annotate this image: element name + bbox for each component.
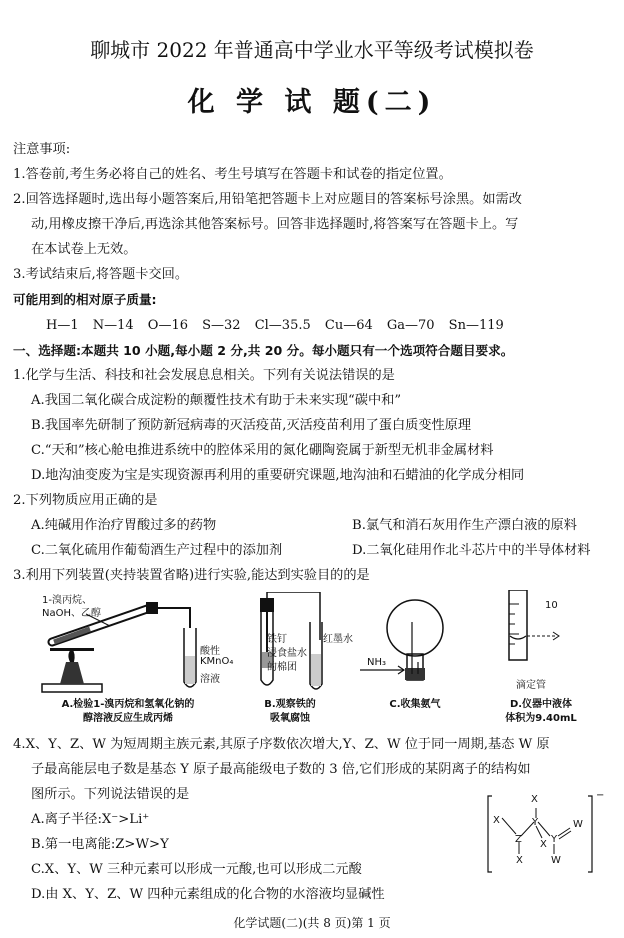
q4-stem: 子最高能层电子数是基态 Y 原子最高能级电子数的 3 倍,它们形成的某阴离子的结构如 [31, 762, 531, 777]
figure-b-label: 红墨水 [323, 634, 353, 645]
figure-d-burette [495, 590, 585, 670]
figure-a-caption-line: 醇溶液反应生成丙烯 [83, 713, 173, 724]
q2-option-a: A.纯碱用作治疗胃酸过多的药物 [31, 518, 217, 533]
figure-a-caption [38, 698, 218, 726]
figure-b-label: 的棉团 [267, 662, 297, 673]
q2-option-b: B.氯气和消石灰用作生产漂白液的原料 [352, 518, 577, 533]
figure-d-label: 10 [545, 600, 558, 611]
q4-option-b: B.第一电离能:Z>W>Y [31, 837, 169, 852]
page-footer: 化学试题(二)(共 8 页)第 1 页 [233, 916, 391, 930]
figure-c-label: NH₃ [367, 657, 387, 668]
atomic-mass-heading: 可能用到的相对原子质量: [13, 292, 157, 307]
figure-a-caption-line: A.检验1-溴丙烷和氢氧化钠的 [61, 699, 195, 710]
figure-b-label: 铁钉 [267, 634, 287, 645]
anion-structure-diagram [486, 792, 606, 880]
q2-option-c: C.二氧化硫用作葡萄酒生产过程中的添加剂 [31, 543, 283, 558]
q4-stem: 4.X、Y、Z、W 为短周期主族元素,其原子序数依次增大,Y、Z、W 位于同一周期,基态 W 原 [13, 737, 550, 752]
q1-option-d: D.地沟油变废为宝是实现资源再利用的重要研究课题,地沟油和石蜡油的化学成分相同 [31, 468, 525, 483]
notice-item: 3.考试结束后,将答题卡交回。 [13, 267, 189, 282]
figure-a-label: KMnO₄ [200, 656, 234, 667]
figure-d-caption-line: 体积为9.40mL [505, 713, 577, 724]
exam-title: 聊城市 2022 年普通高中学业水平等级考试模拟卷 [90, 38, 534, 62]
notice-heading: 注意事项: [13, 142, 71, 157]
atom-label: W [573, 819, 583, 830]
q1-stem: 1.化学与生活、科技和社会发展息息相关。下列有关说法错误的是 [13, 368, 395, 383]
atom-label: X [516, 855, 523, 866]
figure-b-label: 浸食盐水 [267, 648, 307, 659]
figure-d-label: 滴定管 [516, 680, 546, 691]
section1-heading: 一、选择题:本题共 10 小题,每小题 2 分,共 20 分。每小题只有一个选项符合题目要求。 [13, 343, 514, 358]
q1-option-b: B.我国率先研制了预防新冠病毒的灭活疫苗,灭活疫苗利用了蛋白质变性原理 [31, 418, 472, 433]
figure-a-label: 酸性 [200, 646, 220, 657]
figure-a-label: NaOH、乙醇 [42, 608, 101, 619]
q3-stem: 3.利用下列装置(夹持装置省略)进行实验,能达到实验目的的是 [13, 568, 370, 583]
figure-a-label: 溶液 [200, 674, 220, 685]
q1-option-a: A.我国二氧化碳合成淀粉的颠覆性技术有助于未来实现“碳中和” [31, 393, 402, 408]
figure-d-caption [476, 698, 606, 726]
q4-option-d: D.由 X、Y、Z、W 四种元素组成的化合物的水溶液均显碱性 [31, 887, 385, 902]
atom-label: Y [551, 834, 558, 845]
figure-d-caption-line: D.仪器中液体 [509, 699, 573, 710]
figure-b-caption [240, 698, 340, 726]
q4-option-c: C.X、Y、W 三种元素可以形成一元酸,也可以形成二元酸 [31, 862, 362, 877]
q4-stem: 图所示。下列说法错误的是 [31, 787, 190, 802]
figure-a-label: 1-溴丙烷、 [42, 595, 92, 606]
atom-label: X [493, 815, 500, 826]
figure-b-caption-line: B.观察铁的 [264, 699, 316, 710]
atom-label: W [551, 855, 561, 866]
figure-b-caption-line: 吸氧腐蚀 [270, 713, 310, 724]
q2-stem: 2.下列物质应用正确的是 [13, 493, 158, 508]
charge-label: − [596, 790, 605, 801]
paper-subtitle: 化 学 试 题(二) [187, 87, 437, 118]
atom-label: X [531, 794, 538, 805]
notice-item: 动,用橡皮擦干净后,再选涂其他答案标号。回答非选择题时,将答案写在答题卡上。写 [31, 217, 519, 232]
q2-option-d: D.二氧化硅用作北斗芯片中的半导体材料 [352, 543, 591, 558]
atom-label: Z [515, 834, 522, 845]
q4-option-a: A.离子半径:X⁻>Li⁺ [31, 812, 150, 827]
figure-c-caption [365, 698, 465, 712]
notice-item: 在本试卷上无效。 [31, 242, 137, 257]
figure-c-gas-collection [360, 592, 460, 702]
atomic-mass-list: H—1 N—14 O—16 S—32 Cl—35.5 Cu—64 Ga—70 Sn—119 [46, 318, 504, 333]
figure-c-caption-line: C.收集氨气 [389, 699, 441, 710]
atom-label: Y [532, 817, 539, 828]
notice-item: 1.答卷前,考生务必将自己的姓名、考生号填写在答题卡和试卷的指定位置。 [13, 167, 452, 182]
notice-item: 2.回答选择题时,选出每小题答案后,用铅笔把答题卡上对应题目的答案标号涂黑。如需改 [13, 192, 522, 207]
atom-label: X [540, 839, 547, 850]
q1-option-c: C.“天和”核心舱电推进系统中的腔体采用的氮化硼陶瓷属于新型无机非金属材料 [31, 443, 494, 458]
